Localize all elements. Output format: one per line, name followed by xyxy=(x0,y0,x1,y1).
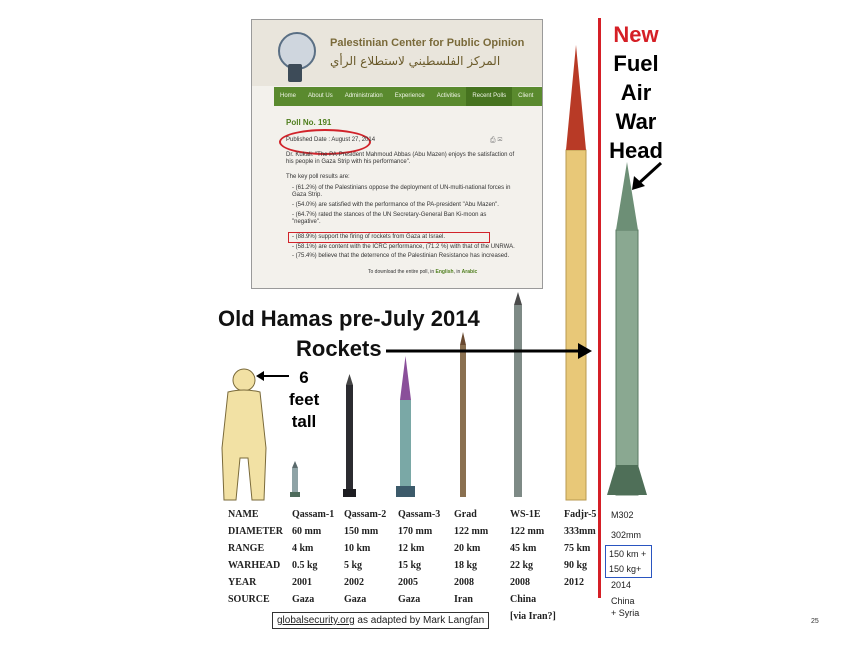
m302-source-2: + Syria xyxy=(611,608,640,618)
qassam-3-rocket xyxy=(396,356,415,497)
row-label-warhead: WARHEAD xyxy=(228,560,281,571)
grad-rocket xyxy=(460,332,466,497)
download-arabic-link[interactable]: Arabic xyxy=(461,269,478,275)
old-rockets-heading-line2: Rockets xyxy=(296,336,382,361)
key-results-heading: The key poll results are: xyxy=(286,174,350,180)
rocket-source: Gaza xyxy=(292,594,315,605)
m302-diameter: 302mm xyxy=(611,530,642,540)
column-qassam-1 xyxy=(292,509,334,611)
print-email-icon[interactable]: ⎙ ✉ xyxy=(490,137,503,144)
rocket-source: Iran xyxy=(454,594,473,605)
result-item: - (61.2%) of the Palestinians oppose the deployment of UN-multi-national forces in Gaza Strip. xyxy=(292,185,511,198)
credit-link[interactable]: globalsecurity.org xyxy=(277,615,355,626)
qassam-2-rocket xyxy=(343,374,356,497)
nav-home[interactable]: Home xyxy=(280,93,297,99)
feet-number: 6 xyxy=(299,368,309,387)
rocket-warhead: 0.5 kg xyxy=(292,560,318,571)
rocket-year: 2008 xyxy=(510,577,530,588)
row-label-diameter: DIAMETER xyxy=(228,526,284,537)
war-label: War xyxy=(615,109,657,134)
rocket-diameter: 170 mm xyxy=(398,526,433,537)
column-qassam-2 xyxy=(344,509,386,611)
rocket-name: WS-1E xyxy=(510,509,541,520)
air-label: Air xyxy=(620,80,652,105)
rocket-diameter: 122 mm xyxy=(510,526,545,537)
rocket-year: 2001 xyxy=(292,577,312,588)
ws-1e-rocket xyxy=(514,292,522,497)
row-label-name: NAME xyxy=(228,509,259,520)
rocket-year: 2012 xyxy=(564,577,584,588)
rocket-diameter: 150 mm xyxy=(344,526,379,537)
m302-rocket xyxy=(607,162,647,495)
rocket-source: Gaza xyxy=(344,594,367,605)
column-qassam-3 xyxy=(398,509,440,611)
rocket-range: 4 km xyxy=(292,543,314,554)
rocket-year: 2005 xyxy=(398,577,418,588)
result-item: - (58.1%) are content with the ICRC performance, (71.2 %) with that of the UNRWA. xyxy=(292,244,515,250)
head-label: Head xyxy=(609,138,663,163)
poll-number: Poll No. 191 xyxy=(286,118,332,127)
row-label-source: SOURCE xyxy=(228,594,270,605)
rocket-name: Grad xyxy=(454,509,477,520)
m302-range: 150 km + xyxy=(609,549,647,559)
rocket-diameter: 122 mm xyxy=(454,526,489,537)
org-name-en: Palestinian Center for Public Opinion xyxy=(330,37,525,49)
nav-client[interactable]: Client xyxy=(518,93,534,99)
rocket-range: 12 km xyxy=(398,543,425,554)
result-item: - (64.7%) rated the stances of the UN Secretary-General Ban Ki-moon as "negative". xyxy=(292,212,487,225)
qassam-1-rocket xyxy=(290,461,300,497)
old-rockets-heading-line1: Old Hamas pre-July 2014 xyxy=(218,306,480,331)
rocket-warhead: 18 kg xyxy=(454,560,478,571)
column-fadjr-5 xyxy=(564,509,596,594)
rocket-source: Gaza xyxy=(398,594,421,605)
rocket-name: Fadjr-5 xyxy=(564,509,597,520)
rocket-source-2: [via Iran?] xyxy=(510,611,556,622)
page-number: 25 xyxy=(811,618,819,625)
download-english-link[interactable]: English xyxy=(435,269,454,275)
arrow-to-head-icon xyxy=(256,371,289,381)
rocket-name: Qassam-1 xyxy=(292,509,335,520)
row-label-range: RANGE xyxy=(228,543,265,554)
nav-about-us[interactable]: About Us xyxy=(308,93,333,99)
download-sep: , in xyxy=(453,269,461,275)
column-ws-1e xyxy=(510,509,556,628)
nav-recent-polls[interactable]: Recent Polls xyxy=(466,87,512,106)
rocket-warhead: 15 kg xyxy=(398,560,422,571)
rocket-range: 10 km xyxy=(344,543,371,554)
rocket-range: 20 km xyxy=(454,543,481,554)
height-label xyxy=(289,367,319,433)
arrow-to-warhead-icon xyxy=(632,163,661,190)
rocket-warhead: 5 kg xyxy=(344,560,363,571)
m302-name: M302 xyxy=(611,510,634,520)
result-item: - (75.4%) believe that the deterrence of the Palestinian Resistance has increased. xyxy=(292,253,510,259)
nav-administration[interactable]: Administration xyxy=(344,93,383,99)
rocket-range: 45 km xyxy=(510,543,537,554)
org-name-ar: المركز الفلسطيني لاستطلاع الرأي xyxy=(330,54,501,68)
credit-text: as adapted by Mark Langfan xyxy=(354,615,485,626)
fadjr-5-rocket xyxy=(566,45,586,500)
row-label-year: YEAR xyxy=(228,577,257,588)
rocket-name: Qassam-3 xyxy=(398,509,441,520)
fuel-label: Fuel xyxy=(613,51,659,76)
column-grad xyxy=(454,509,488,611)
new-warhead-heading xyxy=(608,20,664,165)
tall-word: tall xyxy=(291,412,317,431)
human-silhouette-icon xyxy=(222,369,266,500)
rocket-name: Qassam-2 xyxy=(344,509,387,520)
rocket-diameter: 333mm xyxy=(564,526,596,537)
arrow-to-m302-icon xyxy=(386,343,592,359)
rocket-diameter: 60 mm xyxy=(292,526,322,537)
nav-activities[interactable]: Activities xyxy=(436,93,461,99)
m302-source: China xyxy=(611,596,635,606)
download-text: To download the entire poll, in xyxy=(368,269,435,275)
poll-intro: Dr. Kukali: "The PA-President Mahmoud Abbas (Abu Mazen) enjoys the satisfaction of his people in Gaza Strip with his performance". xyxy=(286,152,515,165)
published-date: Published Date : August 27, 2014 xyxy=(286,137,376,143)
rocket-warhead: 22 kg xyxy=(510,560,534,571)
rocket-source: China xyxy=(510,594,537,605)
rocket-warhead: 90 kg xyxy=(564,560,588,571)
rocket-year: 2008 xyxy=(454,577,474,588)
m302-year: 2014 xyxy=(611,580,632,590)
rocket-year: 2002 xyxy=(344,577,364,588)
divider-red-line xyxy=(598,18,601,598)
row-labels xyxy=(228,509,283,611)
rocket-range: 75 km xyxy=(564,543,591,554)
m302-warhead: 150 kg+ xyxy=(609,564,642,574)
new-label: New xyxy=(613,22,659,47)
result-item: - (88.9%) support the firing of rockets from Gaza at Israel. xyxy=(292,234,446,240)
nav-experience[interactable]: Experience xyxy=(394,93,425,99)
feet-word: feet xyxy=(289,390,320,409)
source-credit xyxy=(272,612,489,629)
result-item: - (54.0%) are satisfied with the performance of the PA-president "Abu Mazen". xyxy=(292,202,499,208)
